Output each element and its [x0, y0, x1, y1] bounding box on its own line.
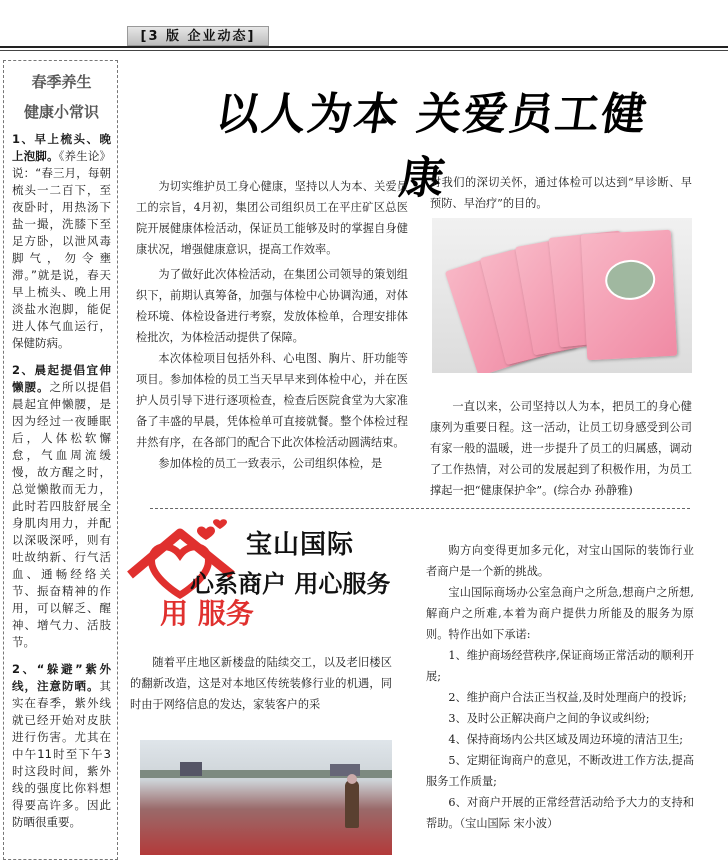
tip-body: 其实在春季，紫外线就已经开始对皮肤进行伤害。尤其在中午11时至下午3时这段时间，紫外线的强度比你料想得要高许多。因此防晒很重要。	[12, 679, 111, 829]
paragraph: 1、维护商场经营秩序,保证商场正常活动的顺利开展;	[426, 649, 695, 683]
sidebar-title-line1: 春季养生	[31, 73, 92, 91]
article-divider	[150, 508, 690, 509]
logo-title: 宝山国际	[246, 530, 355, 560]
logo-slogan: 心系商户 用心服务	[190, 569, 391, 598]
article1-right-bottom	[430, 396, 692, 501]
article1-right-top	[430, 172, 692, 214]
tip-item	[12, 131, 111, 352]
tip-body: 之所以提倡晨起宜伸懒腰，是因为经过一夜睡眠后，人体松软懈怠，气血周流缓慢，故方醒之时，总觉懒散而无力，此时若四肢舒展全身肌肉用力，并配以深吸深呼，则有吐故纳新、行气活血、通畅经络关节、振奋精神的作用，可以解乏、醒神、增气力、活肢节。	[12, 380, 111, 649]
paragraph: 购方向变得更加多元化，对宝山国际的装饰行业者商户是一个新的挑战。	[426, 544, 694, 578]
health-tips-sidebar	[3, 60, 118, 860]
heart-icon	[213, 519, 227, 529]
building-shape	[180, 762, 202, 776]
booklet-image	[581, 230, 677, 361]
article2-right-column	[426, 540, 694, 834]
logo-slogan-small: 用 服务	[160, 597, 254, 630]
paragraph: 6、对商户开展的正常经营活动给予大力的支持和帮助。（宝山国际 宋小波）	[426, 796, 694, 830]
article2-left-column	[130, 652, 392, 715]
paragraph: 随着平庄地区新楼盘的陆续交工，以及老旧楼区的翻新改造，这是对本地区传统装修行业的机遇，同时由于网络信息的发达，家装客户的采	[130, 656, 392, 711]
health-booklets-photo	[432, 218, 692, 373]
article1-left-column	[136, 176, 408, 474]
building-shape	[330, 764, 360, 776]
header-rule	[0, 46, 728, 48]
paragraph: 为切实维护员工身心健康，坚持以人为本、关爱员工的宗旨，4月初，集团公司组织员工在平庄矿区总医院开展健康体检活动，保证员工能够及时的掌握自身健康状况，增强健康意识，提高工作效率。	[136, 180, 408, 256]
booklet-cover-photo	[604, 259, 656, 302]
paragraph: 4、保持商场内公共区域及周边环境的清洁卫生;	[448, 733, 684, 746]
tip-heading: 1、早上梳头、晚上泡脚。	[12, 132, 111, 163]
paragraph: 宝山国际商场办公室急商户之所急,想商户之所想,解商户之所难,本着为商户提供力所能及的服务为原则。特作出如下承诺:	[426, 586, 694, 641]
tip-heading: 2、“躲避”紫外线，注意防晒。	[12, 662, 111, 693]
tip-body: 《养生论》说：“春三月，每朝梳头一二百下，至夜卧时，用热汤下盐一撮，洗膝下至足方卧，以泄风毒脚气，勿令壅滞。”就是说，春天早上梳头、晚上用淡盐水泡脚，能促进人体气血运行，保健防病。	[12, 149, 111, 350]
paragraph: 2、维护商户合法正当权益,及时处理商户的投诉;	[448, 691, 687, 704]
tip-heading: 2、晨起提倡宜伸懒腰。	[12, 363, 111, 394]
worker-head	[347, 774, 357, 784]
sidebar-title-line2: 健康小常识	[23, 103, 99, 121]
paragraph: 5、定期征询商户的意见，不断改进工作方法,提高服务工作质量;	[426, 754, 695, 788]
paragraph: 为了做好此次体检活动，在集团公司领导的策划组织下，前期认真筹备，加强与体检中心协调沟通，对体检环境、体检设备进行考察，发放体检单，合理安排体检批次，为体检活动提供了保障。	[136, 268, 408, 344]
paragraph: 本次体检项目包括外科、心电图、胸片、肝功能等项目。参加体检的员工当天早早来到体检中心，并在医护人员引导下进行逐项检查，检查后医院食堂为大家准备了丰盛的早晨，凭体检单可直接就餐。整个体检过程井然有序，在各部门的配合下此次体检活动圆满结束。	[136, 352, 408, 449]
heart-icon	[197, 527, 215, 540]
paragraph: 对我们的深切关怀，通过体检可以达到“早诊断、早预防、早治疗”的目的。	[430, 176, 692, 210]
header-rule-thin	[0, 50, 728, 51]
paragraph: 一直以来，公司坚持以人为本，把员工的身心健康列为重要日程。这一活动，让员工切身感受到公司有家一般的温暖，进一步提升了员工的归属感，调动了工作热情，对公司的发展起到了积极作用，为员工撑起一把“健康保护伞”。(综合办 孙静雅)	[430, 400, 692, 497]
tip-item	[12, 661, 111, 831]
worker-figure	[345, 780, 359, 828]
paragraph: 3、及时公正解决商户之间的争议或纠纷;	[448, 712, 650, 725]
section-tag: [3 版 企业动态]	[127, 26, 269, 46]
tip-item	[12, 362, 111, 651]
article-headline: 以人为本 关爱员工健康	[212, 89, 652, 204]
street-sweeping-photo	[140, 740, 392, 855]
paragraph: 参加体检的员工一致表示，公司组织体检，是	[158, 457, 383, 470]
